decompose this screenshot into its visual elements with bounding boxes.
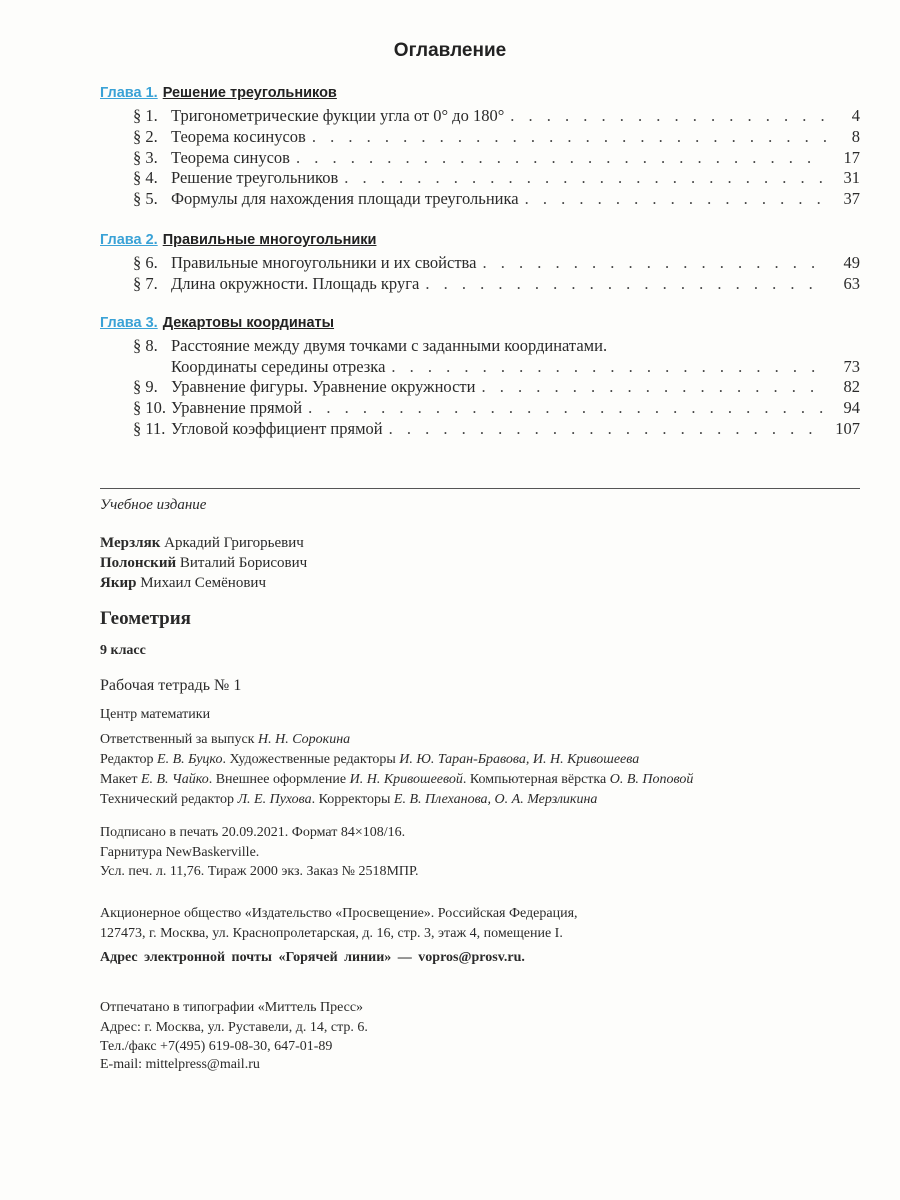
credit-role: . Компьютерная вёрстка xyxy=(462,772,610,787)
section-title: Уравнение фигуры. Уравнение окружности xyxy=(171,377,476,397)
publisher: 127473, г. Москва, ул. Краснопролетарская, д. 16, стр. 3, этаж 4, помещение I. xyxy=(100,926,563,941)
chapter-name: Декартовы координаты xyxy=(162,315,335,331)
leader-dots xyxy=(312,127,826,147)
center: Центр математики xyxy=(100,707,211,722)
workbook: Рабочая тетрадь № 1 xyxy=(100,677,242,694)
section-title: Угловой коэффициент прямой xyxy=(171,418,383,438)
leader-dots xyxy=(510,106,826,126)
section-title: Расстояние между двумя точками с заданными координатами. xyxy=(171,336,608,355)
credit-name: И. Ю. Таран-Бравова, И. Н. Кривошеева xyxy=(399,752,640,767)
author-last: Мерзляк xyxy=(100,535,161,551)
credit-name: И. Н. Кривошеевой xyxy=(349,772,463,787)
section-number: § 11. xyxy=(133,418,166,438)
divider xyxy=(100,488,860,489)
leader-dots xyxy=(525,189,826,209)
section-number: § 3. xyxy=(133,147,158,167)
section-number: § 1. xyxy=(133,106,158,125)
page-number: 73 xyxy=(843,356,860,376)
printer: Тел./факс +7(495) 619-08-30, 647-01-89 xyxy=(100,1039,333,1054)
credit-name: О. В. Поповой xyxy=(609,772,694,787)
leader-dots xyxy=(296,148,826,168)
printer: Адрес: г. Москва, ул. Руставели, д. 14, стр. 6. xyxy=(100,1020,368,1035)
page-title: Оглавление xyxy=(393,40,507,61)
chapter-number: Глава 2. xyxy=(100,232,158,248)
page-number: 4 xyxy=(851,106,860,125)
credit-line xyxy=(100,792,597,808)
chapter-number: Глава 1. xyxy=(100,85,158,101)
credit-name: Н. Н. Сорокина xyxy=(258,732,351,747)
section-number: § 6. xyxy=(133,253,158,272)
grade: 9 класс xyxy=(100,643,146,658)
credit-name: Е. В. Чайко xyxy=(140,772,209,787)
chapter-name: Решение треугольников xyxy=(162,85,337,101)
toc-entry[interactable] xyxy=(133,419,860,439)
toc-entry[interactable] xyxy=(133,168,860,188)
chapter-name: Правильные многоугольники xyxy=(162,232,377,248)
credit-name: Е. В. Буцко xyxy=(157,752,223,767)
author xyxy=(100,555,307,572)
section-title: Правильные многоугольники и их свойства xyxy=(171,253,477,272)
credit-role: Ответственный за выпуск xyxy=(100,732,258,747)
toc-entry[interactable] xyxy=(133,127,860,147)
chapter-heading xyxy=(100,315,334,331)
book-title: Геометрия xyxy=(100,608,191,629)
section-number: § 8. xyxy=(133,336,158,355)
author xyxy=(100,535,304,552)
leader-dots xyxy=(425,274,826,294)
leader-dots xyxy=(389,419,826,439)
section-title: Теорема косинусов xyxy=(171,126,306,146)
leader-dots xyxy=(308,398,826,418)
credit-name: Л. Е. Пухова xyxy=(237,792,312,807)
chapter-heading xyxy=(100,85,337,101)
section-title: Координаты середины отрезка xyxy=(171,356,386,376)
section-number: § 9. xyxy=(133,377,158,397)
page-number: 31 xyxy=(843,168,860,188)
section-number: § 5. xyxy=(133,189,158,209)
leader-dots xyxy=(482,253,826,273)
page-number: 49 xyxy=(843,253,860,272)
toc-entry[interactable] xyxy=(133,398,860,418)
leader-dots xyxy=(481,377,826,397)
toc-entry[interactable] xyxy=(133,189,860,209)
author xyxy=(100,575,266,592)
page-number: 82 xyxy=(843,377,860,397)
author-last: Якир xyxy=(100,575,137,591)
section-title: Длина окружности. Площадь круга xyxy=(171,273,420,293)
credit-role: . Художественные редакторы xyxy=(222,752,400,767)
toc-entry[interactable] xyxy=(133,106,860,126)
print-info: Подписано в печать 20.09.2021. Формат 84×108/16. xyxy=(100,825,406,840)
chapter-heading xyxy=(100,232,376,248)
page-number: 107 xyxy=(835,418,860,438)
print-info: Гарнитура NewBaskerville. xyxy=(100,845,260,860)
toc-entry[interactable] xyxy=(133,377,860,397)
publisher: Акционерное общество «Издательство «Просвещение». Российская Федерация, xyxy=(100,906,578,921)
credit-line xyxy=(100,732,350,748)
author-first: Аркадий Григорьевич xyxy=(164,535,304,551)
section-number: § 10. xyxy=(133,398,166,418)
author-last: Полонский xyxy=(100,555,177,571)
credit-line xyxy=(100,772,693,788)
credit-role: Макет xyxy=(100,772,141,787)
section-title: Уравнение прямой xyxy=(171,398,303,418)
toc-entry[interactable] xyxy=(133,253,860,273)
author-first: Виталий Борисович xyxy=(179,555,308,571)
page-number: 63 xyxy=(843,273,860,293)
toc-entry-continued[interactable] xyxy=(133,357,860,377)
page-number: 37 xyxy=(843,189,860,209)
section-title: Тригонометрические фукции угла от 0° до 180° xyxy=(171,106,505,125)
credit-role: Технический редактор xyxy=(100,792,238,807)
leader-dots xyxy=(391,357,826,377)
credit-line xyxy=(100,752,639,768)
page-number: 94 xyxy=(843,398,860,418)
credit-role: . Корректоры xyxy=(311,792,394,807)
printer: Отпечатано в типографии «Миттель Пресс» xyxy=(100,1000,364,1015)
section-title: Формулы для нахождения площади треугольника xyxy=(171,189,519,209)
section-number: § 4. xyxy=(133,168,158,188)
toc-entry[interactable] xyxy=(133,148,860,168)
page-number: 17 xyxy=(843,147,860,167)
edition-label: Учебное издание xyxy=(100,497,207,513)
page-number: 8 xyxy=(851,126,860,146)
leader-dots xyxy=(344,168,826,188)
credit-role: Редактор xyxy=(100,752,158,767)
section-number: § 2. xyxy=(133,126,158,146)
toc-entry[interactable] xyxy=(133,336,860,356)
hotline-email: Адрес электронной почты «Горячей линии» — vopros@prosv.ru. xyxy=(100,950,525,965)
credit-role: . Внешнее оформление xyxy=(208,772,350,787)
printer: E-mail: mittelpress@mail.ru xyxy=(100,1057,260,1072)
credit-name: Е. В. Плеханова, О. А. Мерзликина xyxy=(393,792,598,807)
section-title: Решение треугольников xyxy=(171,168,339,188)
section-number: § 7. xyxy=(133,273,158,293)
section-title: Теорема синусов xyxy=(171,147,290,167)
print-info: Усл. печ. л. 11,76. Тираж 2000 экз. Заказ № 2518МПР. xyxy=(100,864,419,879)
chapter-number: Глава 3. xyxy=(100,315,158,331)
toc-entry[interactable] xyxy=(133,274,860,294)
author-first: Михаил Семёнович xyxy=(140,575,266,591)
